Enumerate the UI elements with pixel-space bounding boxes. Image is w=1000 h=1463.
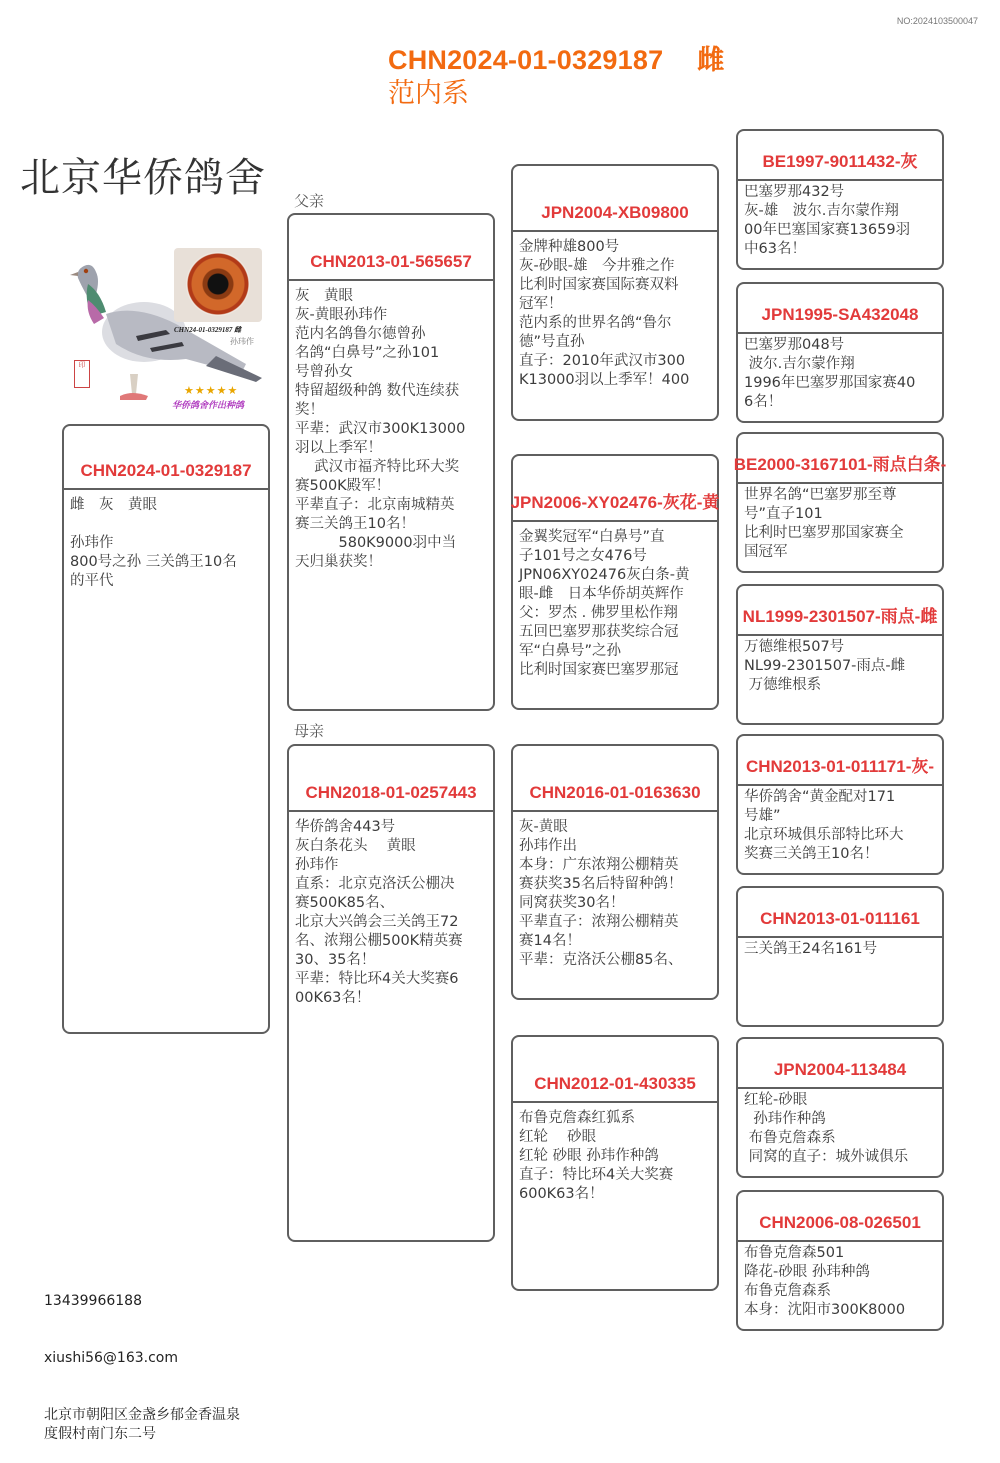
- eye-caption-ring: CHN24-01-0329187 雌: [174, 326, 242, 334]
- dam-card-header: [289, 746, 493, 812]
- great-grandparent-card-header: [733, 434, 947, 484]
- great-grandparent-card-7: [736, 1037, 944, 1178]
- sire-notes: 灰 黄眼 灰-黄眼孙玮作 范内名鸽鲁尔德曾孙 名鸽“白鼻号”之孙101 号曾孙女 特留超级种鸽 数代连续获 奖！ 平辈：武汉市300K13000 羽以上季军！ 武汉市福齐特比环大奖 赛500K殿军！ 平辈直子：北京南城精英 赛三关鸽王10名！ 580K9000羽中当 天归巢获奖！: [295, 288, 466, 570]
- contact-address: 北京市朝阳区金盏乡郁金香温泉 度假村南门东二号: [44, 1407, 240, 1442]
- dam-card: [287, 744, 495, 1242]
- label-father: 父亲: [294, 192, 325, 210]
- dam-notes: 华侨鸽舍443号 灰白条花头 黄眼 孙玮作 直系：北京克洛沃公棚决 赛500K85名、 北京大兴鸽会三关鸽王72 名、浓翔公棚500K精英赛 30、35名！ 平辈：特比环4关大奖赛6 00K63名！: [295, 819, 463, 1006]
- great-grandparent-ring: CHN2013-01-011161: [760, 909, 920, 928]
- great-grandparent-card-8: [736, 1190, 944, 1331]
- great-grandparent-notes: 红轮-砂眼 孙玮作种鸽 布鲁克詹森系 同窝的直子：城外诚俱乐: [744, 1092, 909, 1165]
- document-number: NO:2024103500047: [896, 16, 978, 26]
- grandparent-ring: CHN2016-01-0163630: [529, 783, 701, 802]
- great-grandparent-card-header: [738, 131, 942, 181]
- eye-iris: [186, 252, 250, 316]
- great-grandparent-card-header: [738, 1192, 942, 1242]
- great-grandparent-card-header: [738, 284, 942, 334]
- title-ring-number: CHN2024-01-0329187: [388, 45, 664, 75]
- great-grandparent-notes: 万德维根507号 NL99-2301507-雨点-雌 万德维根系: [744, 639, 906, 693]
- grandparent-card-header: [513, 166, 717, 232]
- great-grandparent-notes: 巴塞罗那432号 灰-雄 波尔.吉尔蒙作翔 00年巴塞国家赛13659羽 中63名！: [744, 184, 911, 257]
- great-grandparent-card-1: [736, 129, 944, 270]
- great-grandparent-card-4: [736, 584, 944, 725]
- subject-notes: 雌 灰 黄眼 孙玮作 800号之孙 三关鸽王10名 的平代: [70, 497, 237, 589]
- sire-card: [287, 213, 495, 711]
- great-grandparent-notes: 华侨鸽舍“黄金配对171 号雄” 北京环城俱乐部特比环大 奖赛三关鸽王10名！: [744, 789, 904, 862]
- dam-ring: CHN2018-01-0257443: [305, 783, 477, 802]
- great-grandparent-notes: 三关鸽王24名161号: [744, 941, 878, 957]
- loft-name: 北京华侨鸽舍: [20, 155, 266, 201]
- grandparent-card-header: [510, 456, 720, 522]
- great-grandparent-ring: NL1999-2301507-雨点-雌: [742, 607, 938, 626]
- great-grandparent-ring: BE1997-9011432-灰: [762, 152, 918, 171]
- sire-card-header: [289, 215, 493, 281]
- grandparent-notes: 布鲁克詹森红狐系 红轮 砂眼 红轮 砂眼 孙玮作种鸽 直子：特比环4关大奖赛 600K63名！: [519, 1110, 674, 1202]
- grandparent-notes: 金翼奖冠军“白鼻号”直 子101号之女476号 JPN06XY02476灰白条-黄 眼-雌 日本华侨胡英辉作 父：罗杰 . 佛罗里松作翔 五回巴塞罗那获奖综合冠 军“白鼻号”之孙 比利时国家赛巴塞罗那冠: [519, 529, 690, 678]
- great-grandparent-ring: BE2000-3167101-雨点白条-: [733, 455, 947, 474]
- eye-caption-breeder: 孙玮作: [230, 337, 254, 346]
- great-grandparent-card-6: [736, 886, 944, 1027]
- subject-card-header: [64, 426, 268, 490]
- great-grandparent-ring: JPN1995-SA432048: [761, 305, 919, 324]
- contact-info: [44, 1254, 240, 1463]
- title-bloodline: 范内系: [388, 78, 469, 109]
- great-grandparent-ring: CHN2006-08-026501: [759, 1213, 921, 1232]
- pedigree-title: [388, 44, 725, 76]
- great-grandparent-card-3: [733, 432, 947, 573]
- grandparent-notes: 金牌种雄800号 灰-砂眼-雄 今井雅之作 比利时国家赛国际赛双料 冠军！ 范内系的世界名鸽“鲁尔 德”号直孙 直子：2010年武汉市300 K13000羽以上季军！400: [519, 239, 690, 388]
- photo-slogan: 华侨鸽舍作出种鸽: [172, 401, 245, 411]
- granddam-maternal-card: [511, 1035, 719, 1291]
- great-grandparent-card-header: [738, 586, 942, 636]
- subject-ring: CHN2024-01-0329187: [80, 461, 252, 480]
- contact-email: xiushi56@163.com: [44, 1350, 178, 1366]
- great-grandparent-ring: JPN2004-113484: [773, 1060, 907, 1079]
- label-mother: 母亲: [294, 722, 325, 740]
- granddam-paternal-card: [511, 454, 719, 710]
- grandparent-card-header: [513, 746, 717, 812]
- star-rating: ★★★★★: [184, 384, 239, 397]
- great-grandparent-card-2: [736, 282, 944, 423]
- grandparent-notes: 灰-黄眼 孙玮作出 本身：广东浓翔公棚精英 赛获奖35名后特留种鸽！ 同窝获奖30名！ 平辈直子：浓翔公棚精英 赛14名！ 平辈：克洛沃公棚85名、: [519, 819, 683, 968]
- grandparent-ring: CHN2012-01-430335: [534, 1074, 696, 1093]
- grandparent-card-header: [513, 1037, 717, 1103]
- eye-photo: [174, 248, 262, 322]
- seal-stamp-icon: 印: [74, 360, 90, 388]
- great-grandparent-notes: 布鲁克詹森501 降花-砂眼 孙玮种鸽 布鲁克詹森系 本身：沈阳市300K8000: [744, 1245, 906, 1318]
- grandparent-ring: JPN2006-XY02476-灰花-黄: [510, 493, 720, 512]
- great-grandparent-card-header: [738, 888, 942, 938]
- great-grandparent-card-header: [738, 736, 942, 786]
- great-grandparent-notes: 巴塞罗那048号 波尔.吉尔蒙作翔 1996年巴塞罗那国家赛40 6名！: [744, 337, 916, 410]
- subject-card: [62, 424, 270, 1034]
- great-grandparent-ring: CHN2013-01-011171-灰-: [745, 757, 935, 776]
- title-sex: 雌: [697, 45, 725, 75]
- grandsire-maternal-card: [511, 744, 719, 1000]
- grandsire-paternal-card: [511, 164, 719, 421]
- contact-phone: 13439966188: [44, 1293, 142, 1309]
- grandparent-ring: JPN2004-XB09800: [541, 203, 689, 222]
- great-grandparent-card-header: [738, 1039, 942, 1089]
- great-grandparent-notes: 世界名鸽“巴塞罗那至尊 号”直子101 比利时巴塞罗那国家赛全 国冠军: [744, 487, 904, 560]
- sire-ring: CHN2013-01-565657: [310, 252, 472, 271]
- great-grandparent-card-5: [736, 734, 944, 875]
